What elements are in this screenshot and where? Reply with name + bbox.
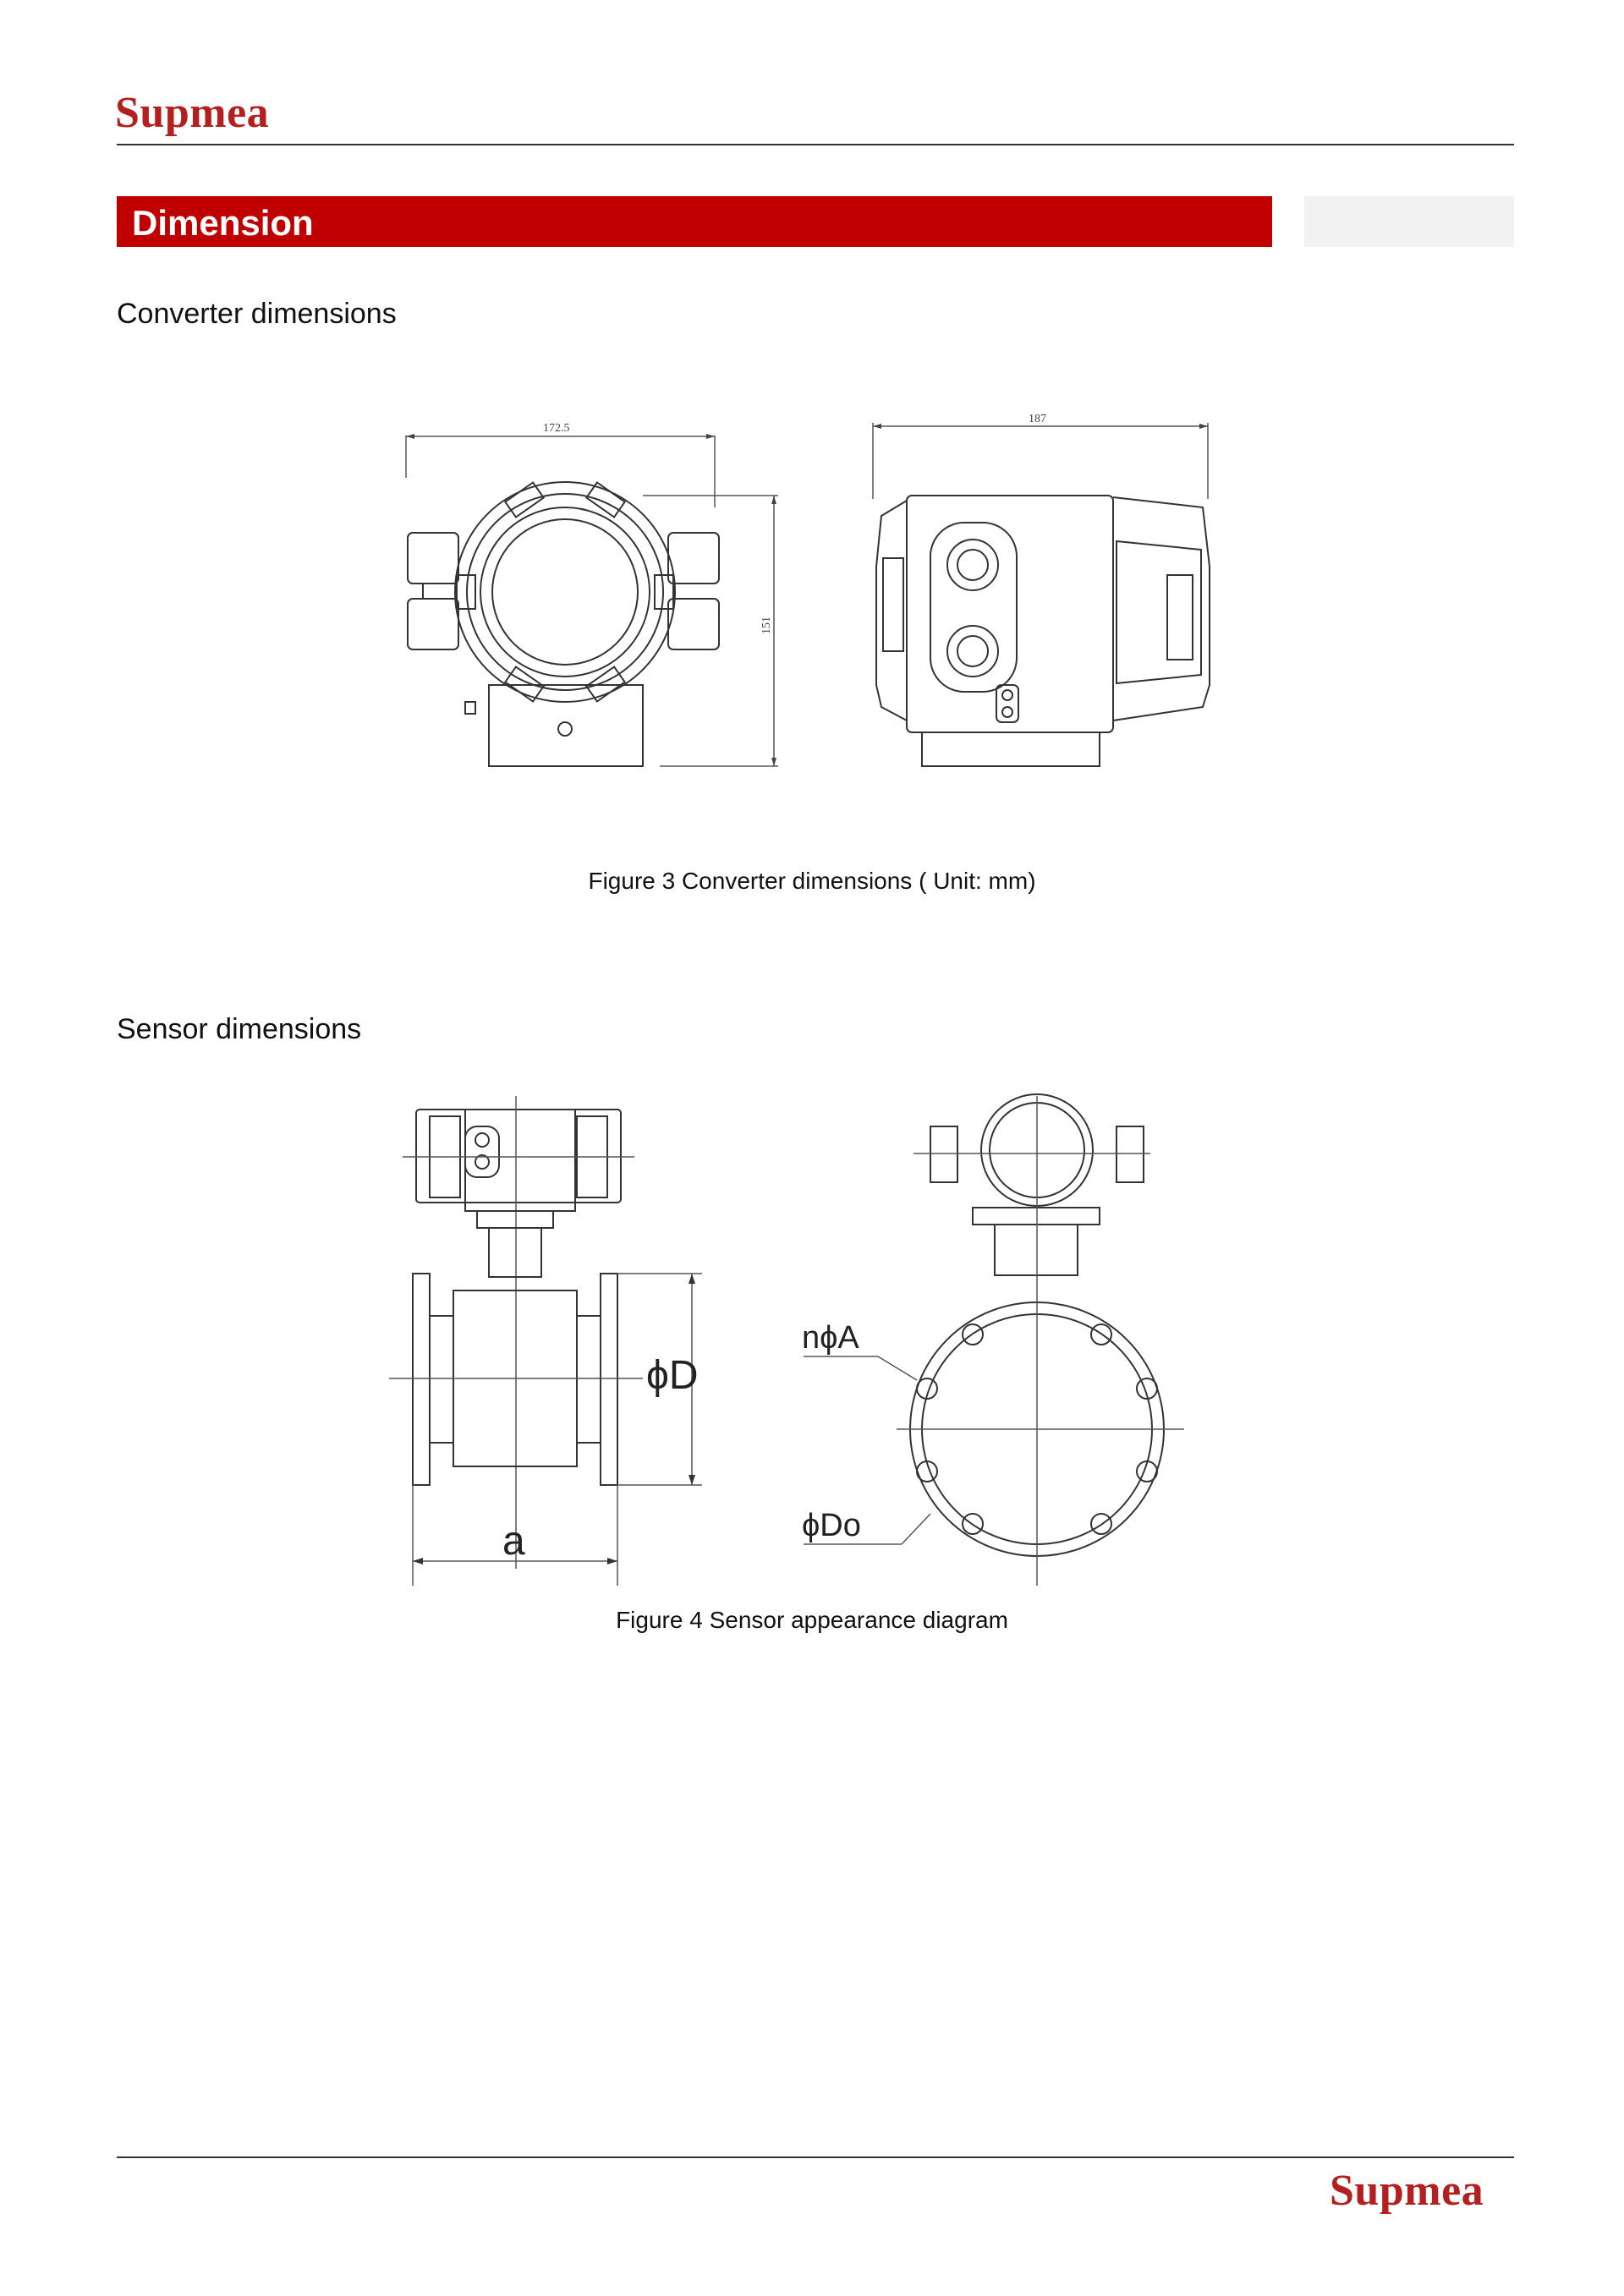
footer-logo: Supmea <box>1330 2167 1484 2215</box>
converter-drawing <box>389 406 1235 778</box>
dim-front-width: 172.5 <box>543 422 570 435</box>
dim-side-width: 187 <box>1029 413 1046 425</box>
sensor-heading: Sensor dimensions <box>117 1013 362 1045</box>
converter-heading: Converter dimensions <box>117 298 397 330</box>
section-title-bar <box>117 196 1272 247</box>
dim-height: 151 <box>760 616 773 634</box>
section-title: Dimension <box>132 203 314 243</box>
converter-figure-caption: Figure 3 Converter dimensions ( Unit: mm) <box>588 868 1036 894</box>
sensor-figure-caption: Figure 4 Sensor appearance diagram <box>616 1607 1008 1633</box>
sensor-drawing <box>389 1082 1235 1590</box>
section-bar-side-block <box>1304 196 1514 247</box>
label-length-a: a <box>502 1519 525 1564</box>
label-bolt-holes-nA: nϕA <box>802 1320 859 1356</box>
label-diameter-D: ϕD <box>646 1353 699 1398</box>
footer-rule <box>117 2156 1514 2158</box>
brand-logo: Supmea <box>115 89 270 137</box>
header-rule <box>117 144 1514 145</box>
label-bolt-circle-Do: ϕDo <box>802 1508 861 1543</box>
